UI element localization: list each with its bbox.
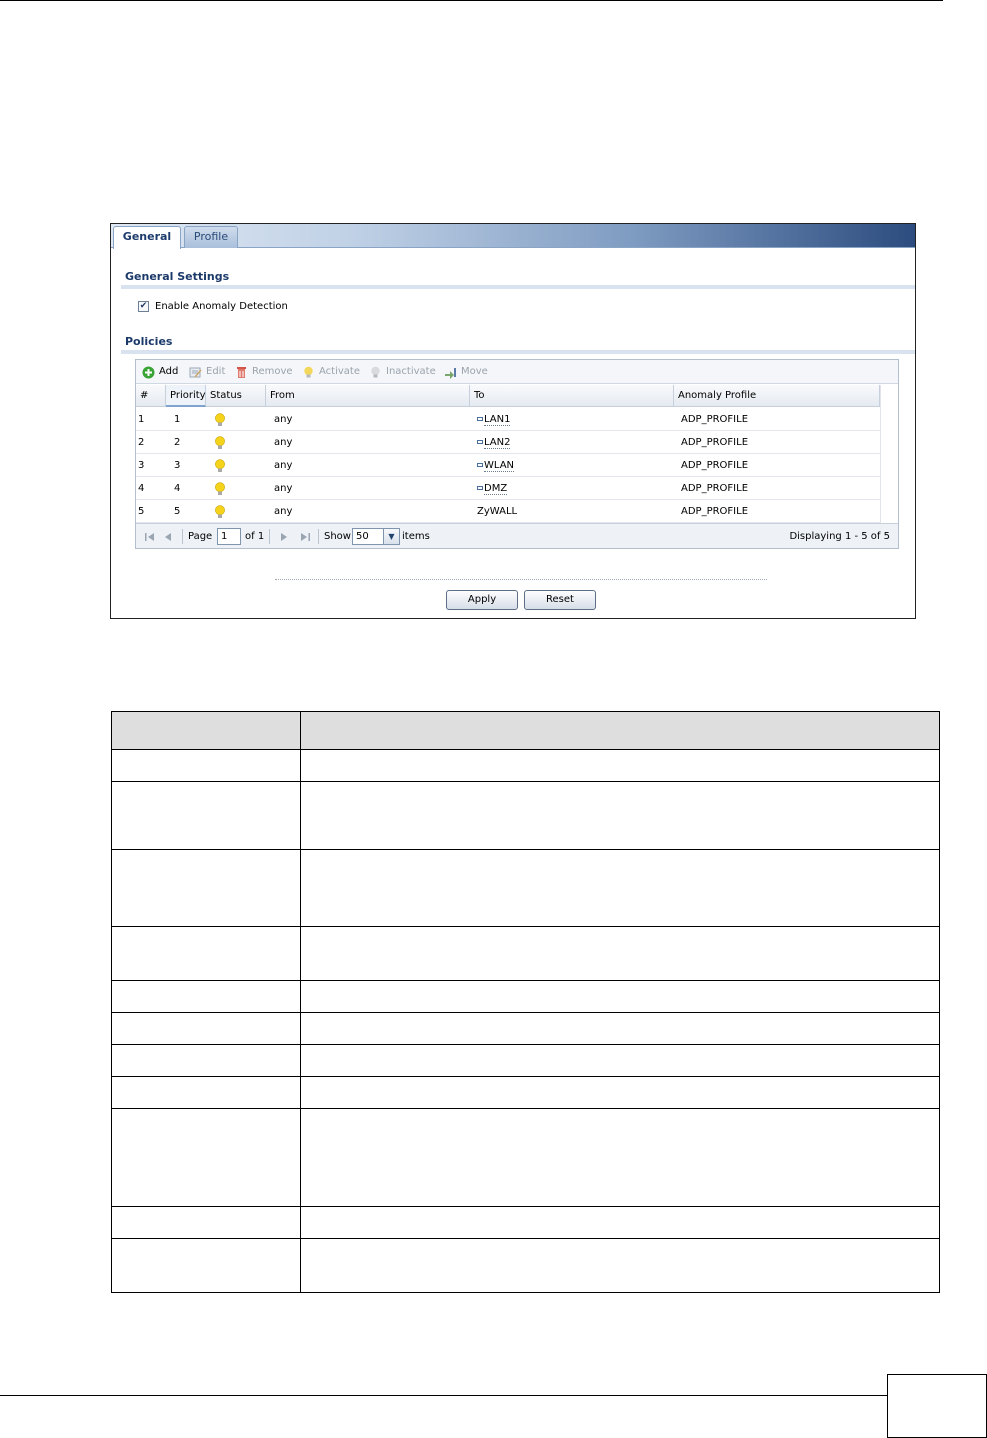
table-row xyxy=(112,1109,940,1207)
column-header-anomaly-profile[interactable]: Anomaly Profile xyxy=(674,385,880,407)
row-to[interactable] xyxy=(477,431,510,454)
table-row xyxy=(112,782,940,850)
inactivate-label: Inactivate xyxy=(386,366,436,377)
bulb-icon[interactable] xyxy=(214,413,226,427)
bulb-icon[interactable] xyxy=(214,459,226,473)
table-header-row xyxy=(112,712,940,750)
table-row[interactable] xyxy=(136,500,880,523)
enable-anomaly-detection-label: Enable Anomaly Detection xyxy=(155,301,288,312)
activate-label: Activate xyxy=(319,366,360,377)
row-number: 3 xyxy=(138,460,145,471)
tab-profile[interactable]: Profile xyxy=(184,226,238,248)
row-to[interactable] xyxy=(477,477,507,500)
table-row xyxy=(112,1207,940,1239)
page-number-input[interactable]: 1 xyxy=(217,528,241,545)
row-to-label[interactable]: LAN2 xyxy=(484,437,511,448)
enable-anomaly-detection-checkbox[interactable]: ✔ xyxy=(139,301,148,311)
row-priority: 4 xyxy=(174,483,181,494)
row-to xyxy=(477,500,517,523)
table-cell xyxy=(112,782,301,850)
table-cell xyxy=(301,1207,940,1239)
footer-rule xyxy=(0,1395,887,1396)
table-cell xyxy=(301,1239,940,1293)
first-page-icon[interactable] xyxy=(144,530,156,544)
table-cell xyxy=(112,750,301,782)
remove-icon xyxy=(235,366,248,379)
add-label: Add xyxy=(159,366,179,377)
table-cell xyxy=(112,1239,301,1293)
table-row xyxy=(112,981,940,1013)
table-cell xyxy=(301,782,940,850)
row-priority: 5 xyxy=(174,506,181,517)
row-to-label: ZyWALL xyxy=(477,506,518,517)
edit-icon xyxy=(189,366,202,379)
table-row xyxy=(112,1077,940,1109)
row-number: 4 xyxy=(138,483,145,494)
interface-icon xyxy=(477,463,483,467)
row-anomaly-profile: ADP_PROFILE xyxy=(681,414,749,425)
table-cell xyxy=(301,750,940,782)
prev-page-icon[interactable] xyxy=(163,530,173,544)
table-cell xyxy=(301,850,940,927)
column-header-status[interactable]: Status xyxy=(206,385,266,407)
activate-icon xyxy=(302,366,315,379)
row-from: any xyxy=(274,506,293,517)
row-number: 1 xyxy=(138,414,145,425)
add-icon xyxy=(142,366,155,379)
header-rule xyxy=(0,0,943,1)
tab-general[interactable]: General xyxy=(113,226,181,249)
row-from: any xyxy=(274,483,293,494)
page-label: Page xyxy=(188,531,213,542)
apply-button[interactable]: Apply xyxy=(446,590,518,610)
row-anomaly-profile: ADP_PROFILE xyxy=(681,437,749,448)
table-cell xyxy=(112,1109,301,1207)
page-size-select[interactable]: 50 xyxy=(352,528,384,545)
table-row[interactable] xyxy=(136,431,880,454)
bulb-icon[interactable] xyxy=(214,505,226,519)
row-from: any xyxy=(274,414,293,425)
row-priority: 2 xyxy=(174,437,181,448)
interface-icon xyxy=(477,417,483,421)
table-cell xyxy=(301,927,940,981)
table-row xyxy=(112,927,940,981)
remove-label: Remove xyxy=(252,366,293,377)
table-cell xyxy=(112,1077,301,1109)
description-table xyxy=(111,711,940,1293)
edit-label: Edit xyxy=(206,366,226,377)
policies-title: Policies xyxy=(125,335,173,348)
table-header-cell xyxy=(301,712,940,750)
row-from: any xyxy=(274,460,293,471)
interface-icon xyxy=(477,486,483,490)
row-to-label[interactable]: DMZ xyxy=(484,483,508,494)
row-anomaly-profile: ADP_PROFILE xyxy=(681,506,749,517)
bulb-icon[interactable] xyxy=(214,482,226,496)
table-row xyxy=(112,850,940,927)
table-row[interactable] xyxy=(136,477,880,500)
show-label: Show xyxy=(324,531,351,542)
column-header-number[interactable]: # xyxy=(136,385,166,407)
pager-separator xyxy=(182,529,183,544)
table-cell xyxy=(112,1045,301,1077)
row-to-label[interactable]: LAN1 xyxy=(484,414,511,425)
anomaly-detection-screen xyxy=(110,223,916,619)
pager xyxy=(136,523,898,548)
table-row xyxy=(112,1045,940,1077)
reset-button[interactable]: Reset xyxy=(524,590,596,610)
table-row xyxy=(112,1013,940,1045)
row-anomaly-profile: ADP_PROFILE xyxy=(681,483,749,494)
table-row xyxy=(112,1239,940,1293)
table-cell xyxy=(301,1013,940,1045)
table-cell xyxy=(112,1013,301,1045)
pager-separator xyxy=(269,529,270,544)
row-to[interactable] xyxy=(477,408,510,431)
interface-icon xyxy=(477,440,483,444)
table-cell xyxy=(301,981,940,1013)
table-cell xyxy=(112,927,301,981)
column-header-to[interactable]: To xyxy=(470,385,674,407)
table-cell xyxy=(112,850,301,927)
items-label: items xyxy=(402,531,430,542)
move-icon xyxy=(444,366,457,379)
column-header-priority[interactable]: Priority xyxy=(166,385,206,407)
tab-bar xyxy=(111,224,915,248)
row-anomaly-profile: ADP_PROFILE xyxy=(681,460,749,471)
page-number-box xyxy=(887,1374,987,1438)
table-cell xyxy=(112,981,301,1013)
table-cell xyxy=(301,1045,940,1077)
last-page-icon[interactable] xyxy=(299,530,311,544)
general-settings-title: General Settings xyxy=(125,270,230,283)
section-divider xyxy=(121,350,915,354)
table-row xyxy=(112,750,940,782)
grid-scrollbar[interactable] xyxy=(880,385,898,525)
policies-header xyxy=(136,385,880,407)
row-priority: 3 xyxy=(174,460,181,471)
inactivate-icon xyxy=(369,366,382,379)
policies-grid xyxy=(135,359,899,549)
table-row[interactable] xyxy=(136,408,880,431)
row-from: any xyxy=(274,437,293,448)
table-cell xyxy=(301,1109,940,1207)
move-label: Move xyxy=(461,366,488,377)
page-count-label: of 1 xyxy=(245,531,265,542)
column-header-from[interactable]: From xyxy=(266,385,470,407)
table-header-cell xyxy=(112,712,301,750)
table-cell xyxy=(301,1077,940,1109)
chevron-down-icon[interactable]: ▼ xyxy=(383,528,400,545)
pager-separator xyxy=(318,529,319,544)
policies-toolbar xyxy=(136,360,898,384)
row-to-label[interactable]: WLAN xyxy=(484,460,515,471)
displaying-label: Displaying 1 - 5 of 5 xyxy=(789,531,890,542)
button-divider xyxy=(275,579,767,580)
table-cell xyxy=(112,1207,301,1239)
bulb-icon[interactable] xyxy=(214,436,226,450)
row-to[interactable] xyxy=(477,454,514,477)
section-divider xyxy=(121,285,915,289)
next-page-icon[interactable] xyxy=(279,530,289,544)
row-number: 5 xyxy=(138,506,145,517)
table-row[interactable] xyxy=(136,454,880,477)
row-number: 2 xyxy=(138,437,145,448)
row-priority: 1 xyxy=(174,414,181,425)
